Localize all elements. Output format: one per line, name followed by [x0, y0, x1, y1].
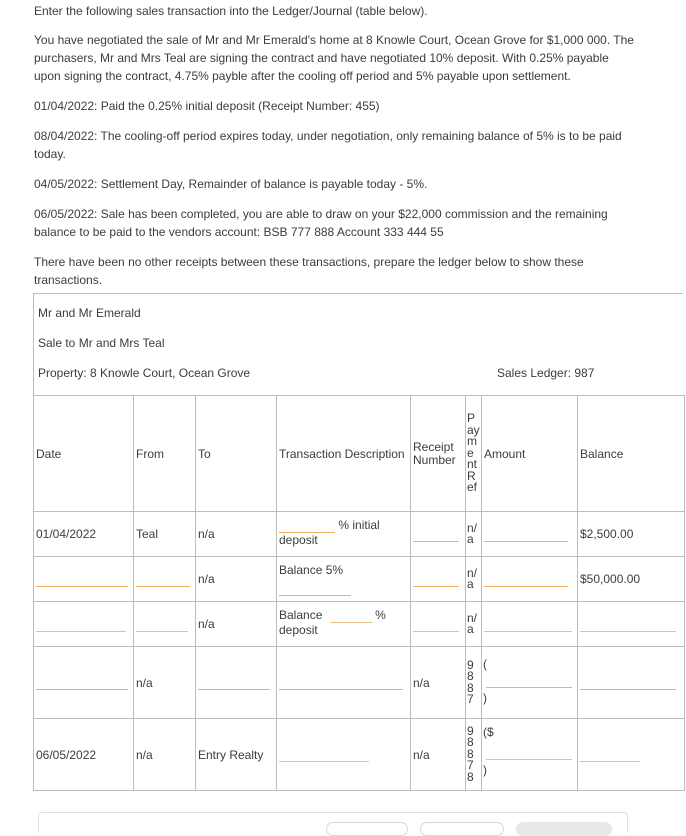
row5-balance-input[interactable] [580, 747, 640, 762]
event-settlement: 04/05/2022: Settlement Day, Remainder of balance is payable today - 5%. [34, 177, 428, 191]
row5-balance [578, 719, 685, 791]
row2-receipt-input[interactable] [413, 572, 459, 587]
footer-button[interactable] [326, 822, 408, 836]
scenario-line-2: purchasers, Mr and Mrs Teal are signing the contract and have negotiated 10% deposit. With 0.25% payable [34, 51, 609, 65]
col-to: To [196, 396, 277, 512]
row5-amount-input[interactable] [486, 745, 572, 760]
row4-amount-open: ( [483, 657, 487, 671]
row4-from: n/a [134, 647, 196, 719]
row1-receipt-input[interactable] [413, 527, 459, 542]
row4-desc-input[interactable] [279, 675, 403, 690]
row2-date-input[interactable] [36, 572, 128, 587]
sales-ledger-number: Sales Ledger: 987 [497, 366, 595, 380]
row3-payment-ref: n/a [466, 602, 482, 647]
table-row [34, 647, 685, 719]
row1-desc-text: % initial [338, 518, 380, 532]
row5-date: 06/05/2022 [34, 719, 134, 791]
row4-payment-ref: 9887 [466, 647, 482, 719]
row1-description [277, 512, 411, 557]
row3-percent-input[interactable] [330, 608, 372, 623]
event-cooling-off-line-2: today. [34, 147, 66, 161]
row3-balance-input[interactable] [580, 617, 676, 632]
row4-balance [578, 647, 685, 719]
table-row [34, 719, 685, 791]
row5-to: Entry Realty [196, 719, 277, 791]
row2-payment-ref: n/a [466, 557, 482, 602]
row5-from: n/a [134, 719, 196, 791]
row4-date [34, 647, 134, 719]
row4-amount-input[interactable] [486, 673, 572, 688]
row3-amount [482, 602, 578, 647]
row3-amount-input[interactable] [484, 617, 572, 632]
scenario-line-1: You have negotiated the sale of Mr and Mr Emerald's home at 8 Knowle Court, Ocean Grove for $1,000 000. The [34, 33, 634, 47]
row3-description [277, 602, 411, 647]
row2-date [34, 557, 134, 602]
row4-date-input[interactable] [36, 675, 128, 690]
note-line-2: transactions. [34, 273, 103, 287]
row2-desc-input[interactable] [279, 581, 351, 596]
row4-receipt: n/a [411, 647, 466, 719]
row4-amount-close: ) [483, 691, 487, 705]
row5-amount [482, 719, 578, 791]
row2-from [134, 557, 196, 602]
ledger-header [33, 293, 683, 396]
row4-amount [482, 647, 578, 719]
col-balance: Balance [578, 396, 685, 512]
row3-from [134, 602, 196, 647]
row5-receipt: n/a [411, 719, 466, 791]
col-payment-ref: Payment Ref [466, 396, 482, 512]
row3-desc-text-2: deposit [279, 623, 318, 638]
row5-desc-input[interactable] [279, 747, 369, 762]
row5-payment-ref: 98878 [466, 719, 482, 791]
row2-balance: $50,000.00 [578, 557, 685, 602]
row2-description [277, 557, 411, 602]
row4-to-input[interactable] [198, 675, 270, 690]
table-header-row [34, 396, 685, 512]
property-address: Property: 8 Knowle Court, Ocean Grove [38, 366, 251, 380]
row1-percent-input[interactable] [279, 518, 335, 533]
row3-desc-text: Balance [279, 608, 323, 622]
col-from: From [134, 396, 196, 512]
ledger-table [33, 395, 685, 791]
row1-date: 01/04/2022 [34, 512, 134, 557]
row3-date [34, 602, 134, 647]
footer-button[interactable] [420, 822, 504, 836]
row2-amount-input[interactable] [484, 572, 568, 587]
row2-from-input[interactable] [136, 572, 190, 587]
row4-to [196, 647, 277, 719]
row4-description [277, 647, 411, 719]
row3-from-input[interactable] [136, 617, 188, 632]
row3-to: n/a [196, 602, 277, 647]
table-row [34, 602, 685, 647]
event-initial-deposit: 01/04/2022: Paid the 0.25% initial deposit (Receipt Number: 455) [34, 99, 380, 113]
col-receipt: Receipt Number [411, 396, 466, 512]
table-row [34, 512, 685, 557]
note-line-1: There have been no other receipts between these transactions, prepare the ledger below to show these [34, 255, 584, 269]
sale-description: Sale to Mr and Mrs Teal [38, 336, 165, 350]
row3-receipt-input[interactable] [413, 617, 459, 632]
row1-desc-text-2: deposit [279, 533, 318, 548]
row2-receipt [411, 557, 466, 602]
row1-receipt [411, 512, 466, 557]
row5-description [277, 719, 411, 791]
row1-amount [482, 512, 578, 557]
row2-amount [482, 557, 578, 602]
col-description: Transaction Description [277, 396, 411, 512]
row1-from: Teal [134, 512, 196, 557]
event-completion-line-2: balance to be paid to the vendors account: BSB 777 888 Account 333 444 55 [34, 225, 444, 239]
footer-primary-button[interactable] [516, 822, 612, 836]
scenario-line-3: upon signing the contract, 4.75% payble after the cooling off period and 5% payable upon settlement. [34, 69, 571, 83]
row1-payment-ref: n/a [466, 512, 482, 557]
row3-date-input[interactable] [36, 617, 126, 632]
instruction-title: Enter the following sales transaction into the Ledger/Journal (table below). [34, 4, 428, 18]
col-date: Date [34, 396, 134, 512]
table-row [34, 557, 685, 602]
vendor-name: Mr and Mr Emerald [38, 306, 141, 320]
row3-balance [578, 602, 685, 647]
row3-percent-sign: % [375, 608, 386, 622]
row1-to: n/a [196, 512, 277, 557]
col-amount: Amount [482, 396, 578, 512]
row5-amount-close: ) [483, 763, 487, 777]
row4-balance-input[interactable] [580, 675, 676, 690]
row1-balance: $2,500.00 [578, 512, 685, 557]
row5-amount-open: ($ [483, 725, 494, 739]
event-cooling-off-line-1: 08/04/2022: The cooling-off period expires today, under negotiation, only remaining balance of 5% is to be paid [34, 129, 622, 143]
row2-to: n/a [196, 557, 277, 602]
row3-receipt [411, 602, 466, 647]
event-completion-line-1: 06/05/2022: Sale has been completed, you are able to draw on your $22,000 commission and the remaining [34, 207, 608, 221]
row1-amount-input[interactable] [484, 527, 568, 542]
row2-desc-text: Balance 5% [279, 563, 344, 577]
